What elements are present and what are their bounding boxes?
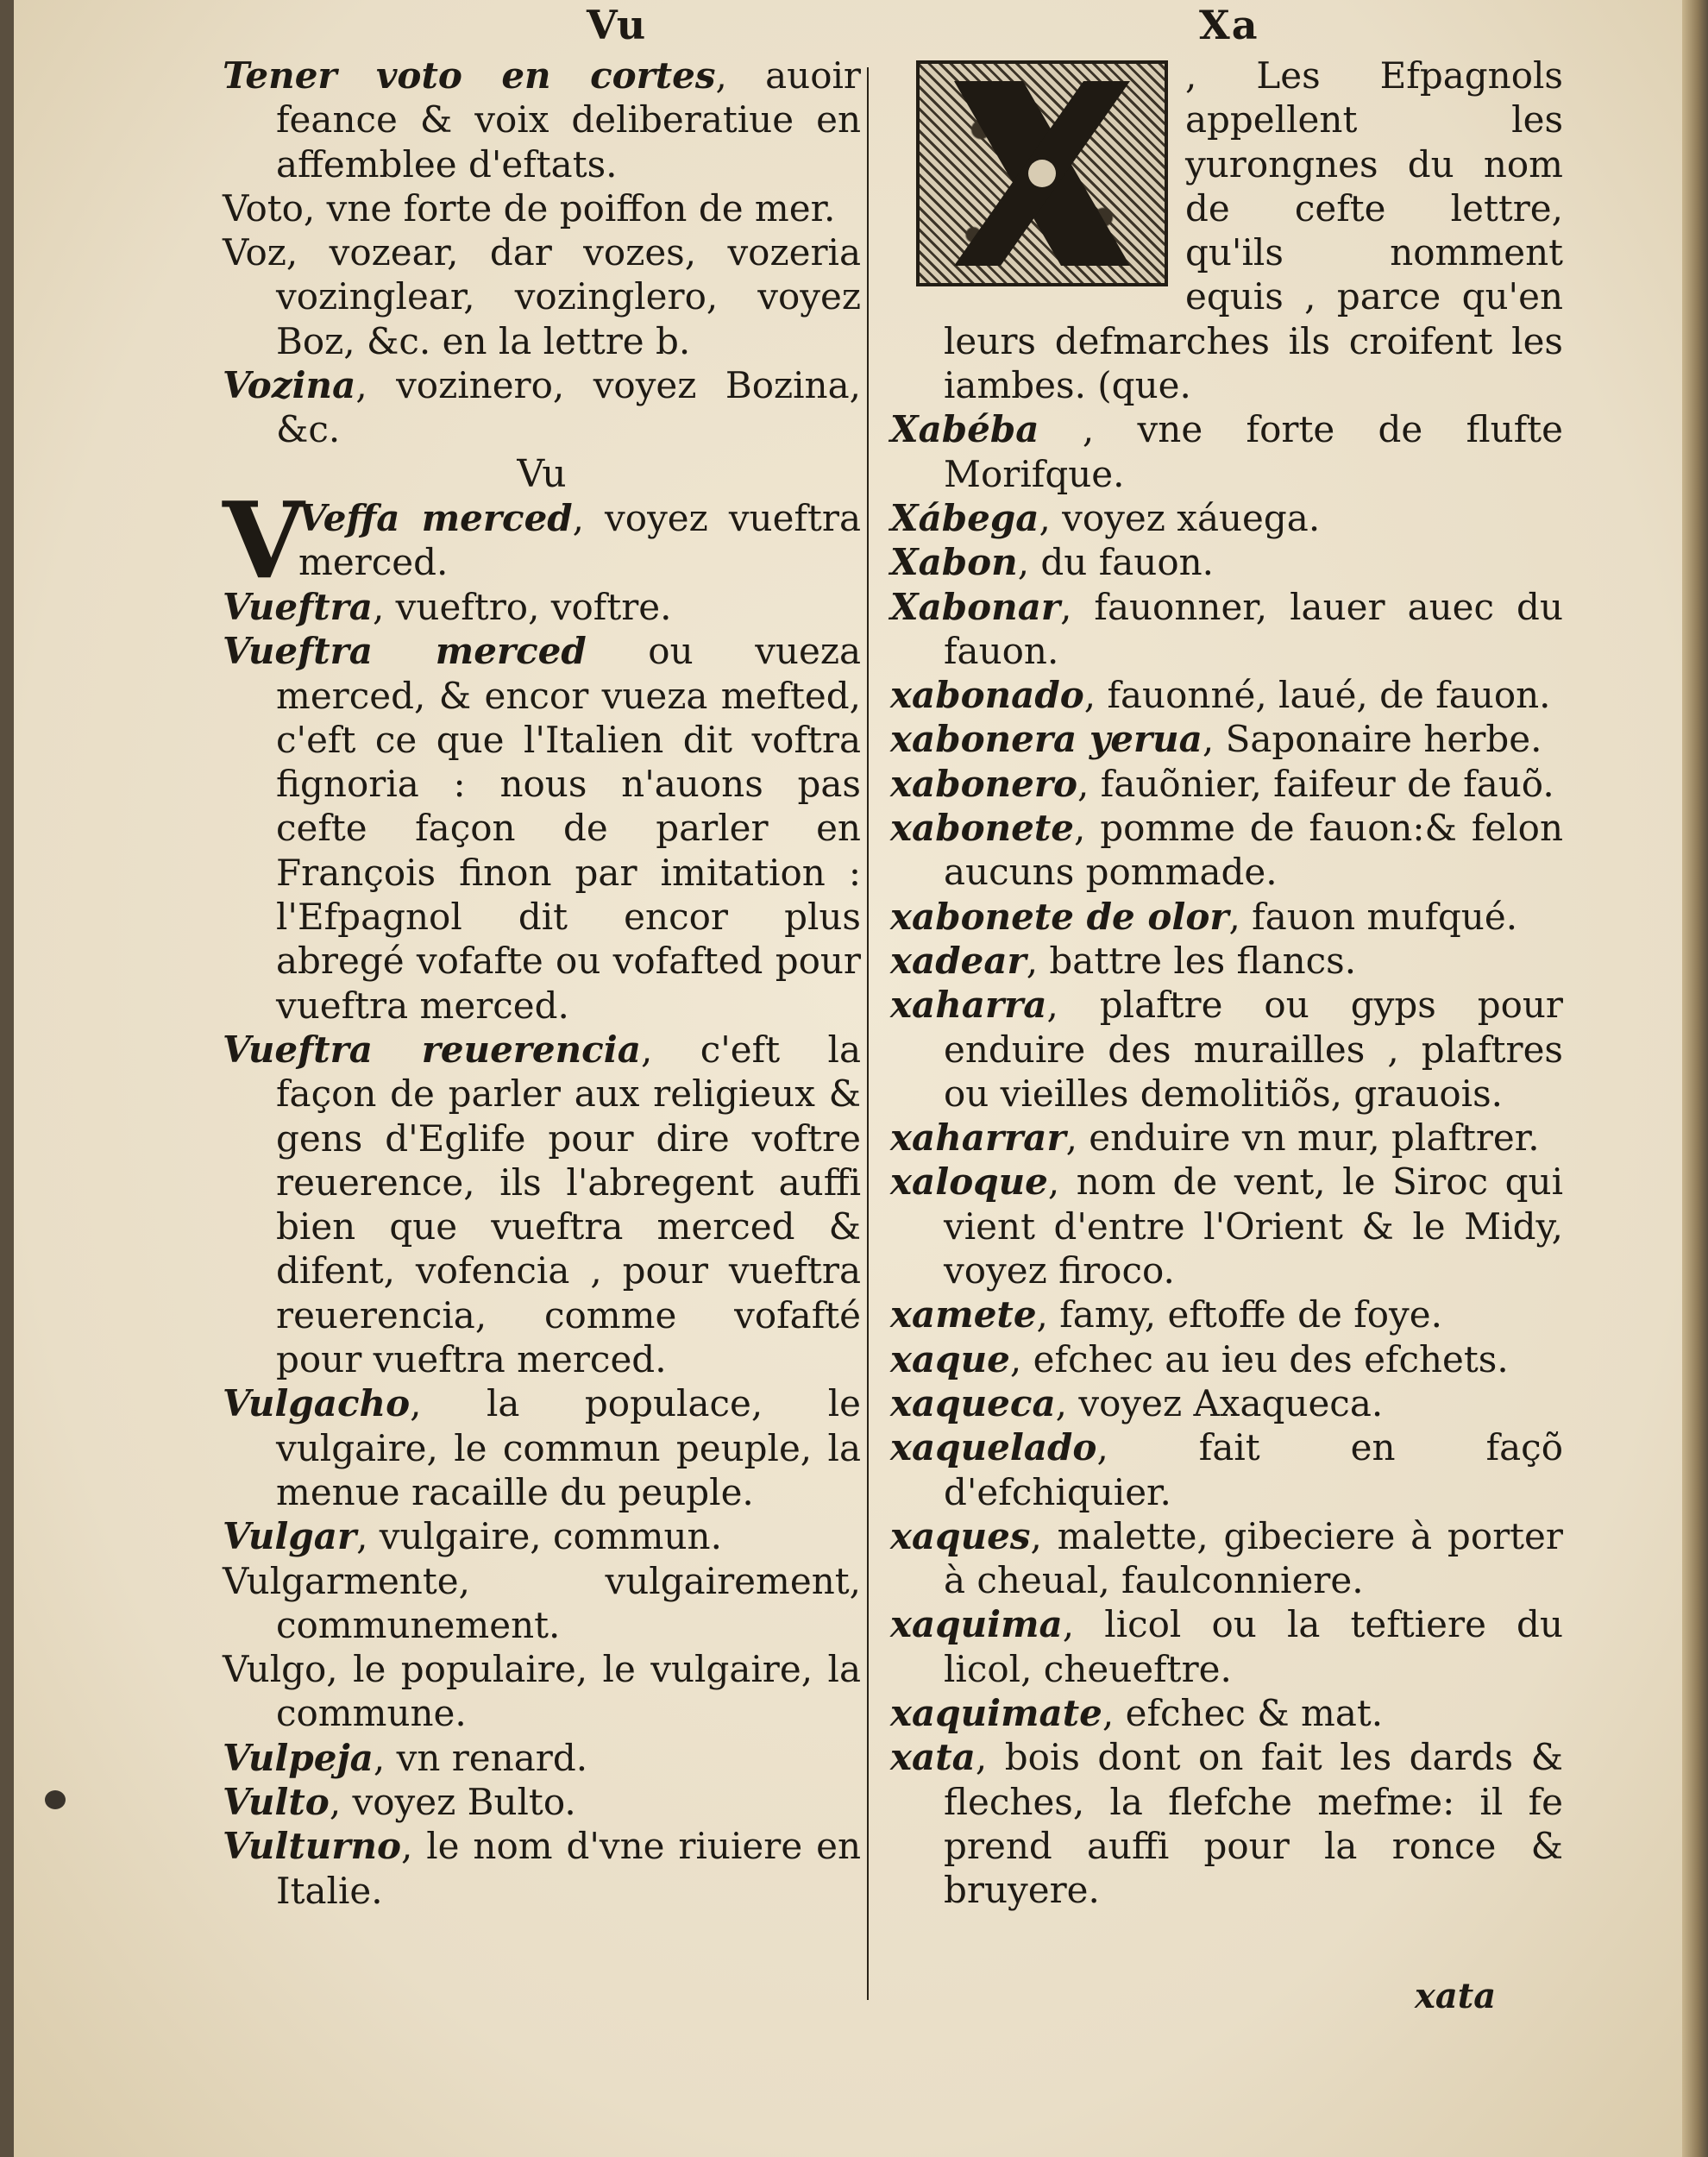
definition: , bois dont on fait les dards & fleches, la flefche mefme: il fe prend auffi pour la ronce & bruyere. — [944, 1736, 1563, 1912]
headword: Tener voto en cortes — [223, 54, 716, 97]
headword: xabonero — [890, 762, 1078, 805]
definition: , du fauon. — [1017, 541, 1215, 584]
dictionary-entry — [890, 717, 1563, 761]
definition: , vulgaire, commun. — [356, 1515, 722, 1558]
headword: xamete — [890, 1293, 1037, 1336]
dictionary-entry — [890, 1160, 1563, 1292]
headword: Vulto — [223, 1780, 330, 1823]
definition: , efchec au ieu des efchets. — [1009, 1337, 1509, 1380]
dictionary-entry — [890, 407, 1563, 496]
ornamental-initial-x — [916, 60, 1168, 286]
headword: Vulgacho — [223, 1382, 411, 1425]
dictionary-entry — [890, 1735, 1563, 1912]
headword: Veffa merced — [298, 496, 573, 539]
dictionary-entry — [223, 363, 861, 452]
definition: , fauonné, laué, de fauon. — [1083, 674, 1551, 717]
definition: , pomme de fauon:& felon aucuns pommade. — [944, 807, 1563, 894]
dictionary-entry — [890, 762, 1563, 806]
dictionary-entry — [223, 1559, 861, 1648]
definition: , vne forte de flufte Morifque. — [944, 408, 1563, 495]
definition: , Saponaire herbe. — [1202, 718, 1542, 761]
definition: , efchec & mat. — [1102, 1691, 1384, 1734]
definition: , vueftro, voftre. — [372, 585, 672, 628]
definition: , voyez vueftra merced. — [298, 496, 861, 584]
x-letter-icon — [920, 64, 1165, 283]
definition: , fauon mufqué. — [1228, 895, 1518, 938]
headword: xabonete de olor — [890, 895, 1229, 938]
headword: xaquelado — [890, 1426, 1097, 1469]
headword: Vulpeja — [223, 1736, 374, 1779]
definition: , vn renard. — [373, 1736, 588, 1779]
dictionary-entry — [223, 629, 861, 1028]
definition: , famy, eftoffe de foye. — [1036, 1293, 1442, 1336]
dictionary-entry — [890, 496, 1563, 540]
headword: xaquimate — [890, 1691, 1102, 1734]
headword: xaharra — [890, 984, 1047, 1027]
definition: , c'eft la façon de parler aux religieux & gens d'Eglife pour dire voftre reuerence, ils l'abregent auffi bien que vueftra merced & difent, vofencia , pour vueftra reuerencia, comme vofafté pour vueftra merced. — [276, 1028, 862, 1381]
left-entries-before-section — [223, 53, 861, 452]
definition: , vozinero, voyez Bozina, &c. — [276, 364, 861, 451]
definition: , nom de vent, le Siroc qui vient d'entre l'Orient & le Midy, voyez firoco. — [944, 1160, 1563, 1292]
dictionary-entry — [223, 1028, 861, 1381]
scan-edge-right — [1682, 0, 1708, 2157]
headword: Vueftra merced — [223, 630, 587, 673]
dictionary-entry — [890, 939, 1563, 983]
dictionary-entry — [890, 1116, 1563, 1160]
headword: Xabon — [890, 541, 1018, 584]
dictionary-entry — [223, 1736, 861, 1780]
headword: xaquima — [890, 1603, 1063, 1646]
headword: Xábega — [890, 496, 1039, 539]
left-column — [223, 53, 861, 1913]
headword: Vozina — [223, 364, 356, 407]
headword: Vulgar — [223, 1515, 357, 1558]
section-heading: Vu — [517, 451, 567, 496]
headword: Vueftra — [223, 585, 373, 628]
headword: Xabéba — [890, 408, 1039, 451]
scan-edge-left — [0, 0, 14, 2157]
dictionary-entry — [890, 1381, 1563, 1425]
dictionary-entry — [223, 230, 861, 363]
left-entries-after-section — [223, 585, 861, 1913]
dictionary-entry — [890, 1292, 1563, 1336]
definition: , auoir feance & voix deliberatiue en affemblee d'eftats. — [276, 54, 861, 186]
definition: , voyez xáuega. — [1039, 496, 1321, 539]
definition: , voyez Axaqueca. — [1055, 1381, 1384, 1424]
headword: xaque — [890, 1337, 1010, 1380]
dictionary-entry — [890, 585, 1563, 674]
dictionary-entry — [890, 1691, 1563, 1735]
definition: , le nom d'vne riuiere en Italie. — [276, 1825, 861, 1912]
definition: ou vueza merced, & encor vueza mefted, c'eft ce que l'Italien dit voftra fignoria : nous n'auons pas cefte façon de parler en François finon par imitation : l'Efpagnol dit encor plus abregé vofafte ou vofafted pour vueftra merced. — [276, 630, 861, 1027]
headword: xaloque — [890, 1160, 1048, 1204]
definition: Voz, vozear, dar vozes, vozeria vozinglear, vozinglero, voyez Boz, &c. en la lettre b. — [223, 231, 861, 362]
dictionary-entry — [890, 1602, 1563, 1691]
drop-cap-v: V — [223, 477, 305, 602]
dictionary-entry — [890, 983, 1563, 1116]
dictionary-entry — [890, 673, 1563, 717]
definition: Voto, vne forte de poiffon de mer. — [223, 186, 836, 230]
dictionary-entry — [223, 186, 861, 230]
headword: xata — [890, 1736, 976, 1779]
headword: xabonado — [890, 674, 1084, 717]
definition: , enduire vn mur, plaftrer. — [1065, 1116, 1540, 1160]
dictionary-entry — [890, 540, 1563, 584]
headword: Vueftra reuerencia — [223, 1028, 641, 1071]
dictionary-entry — [890, 895, 1563, 939]
dictionary-entry — [890, 1514, 1563, 1603]
definition: , fauonner, lauer auec du fauon. — [944, 585, 1563, 672]
ink-blot — [45, 1790, 66, 1809]
definition: , plaftre ou gyps pour enduire des murailles , plaftres ou vieilles demolitiõs, grauois. — [944, 984, 1563, 1115]
definition: , malette, gibeciere à porter à cheual, faulconniere. — [944, 1514, 1563, 1602]
definition: Vulgarmente, vulgairement, communement. — [223, 1559, 861, 1646]
dictionary-entry — [223, 1780, 861, 1824]
definition: , fait en façõ d'efchiquier. — [944, 1426, 1563, 1513]
headword: xabonera yerua — [890, 718, 1203, 761]
definition: , battre les flancs. — [1026, 939, 1357, 982]
dictionary-entry — [223, 1381, 861, 1514]
running-head-left: Vu — [587, 2, 648, 48]
running-head-right: Xa — [1199, 2, 1259, 48]
dictionary-entry — [890, 1425, 1563, 1514]
right-entries — [890, 407, 1563, 1912]
headword: xabonete — [890, 807, 1075, 850]
headword: Vulturno — [223, 1825, 402, 1868]
headword: xaques — [890, 1514, 1031, 1557]
definition: Vulgo, le populaire, le vulgaire, la commune. — [223, 1648, 861, 1735]
column-rule — [867, 67, 869, 2000]
right-column — [890, 53, 1563, 1912]
definition: , la populace, le vulgaire, le commun peuple, la menue racaille du peuple. — [276, 1382, 861, 1513]
dictionary-entry — [223, 585, 861, 629]
headword: Xabonar — [890, 585, 1061, 628]
definition: , voyez Bulto. — [329, 1780, 576, 1823]
dictionary-entry — [223, 1824, 861, 1913]
x-intro-paragraph: , Les Efpagnols appellent les yurongnes du nom de cefte lettre, qu'ils nomment equis , parce qu'en leurs defmarches ils croifent les iambes. (que. — [944, 54, 1563, 407]
headword: xadear — [890, 939, 1027, 982]
dictionary-entry — [890, 806, 1563, 895]
headword: xaqueca — [890, 1381, 1056, 1424]
dictionary-entry — [223, 1514, 861, 1558]
definition: , fauõnier, faifeur de fauõ. — [1077, 762, 1554, 805]
dictionary-entry — [223, 1647, 861, 1736]
dictionary-entry — [890, 1337, 1563, 1381]
headword: xaharrar — [890, 1116, 1066, 1160]
v-initial-entry — [223, 477, 861, 602]
dictionary-entry — [223, 53, 861, 186]
catchword: xata — [1415, 1976, 1497, 2016]
definition: , licol ou la teftiere du licol, cheueftre. — [944, 1603, 1563, 1690]
